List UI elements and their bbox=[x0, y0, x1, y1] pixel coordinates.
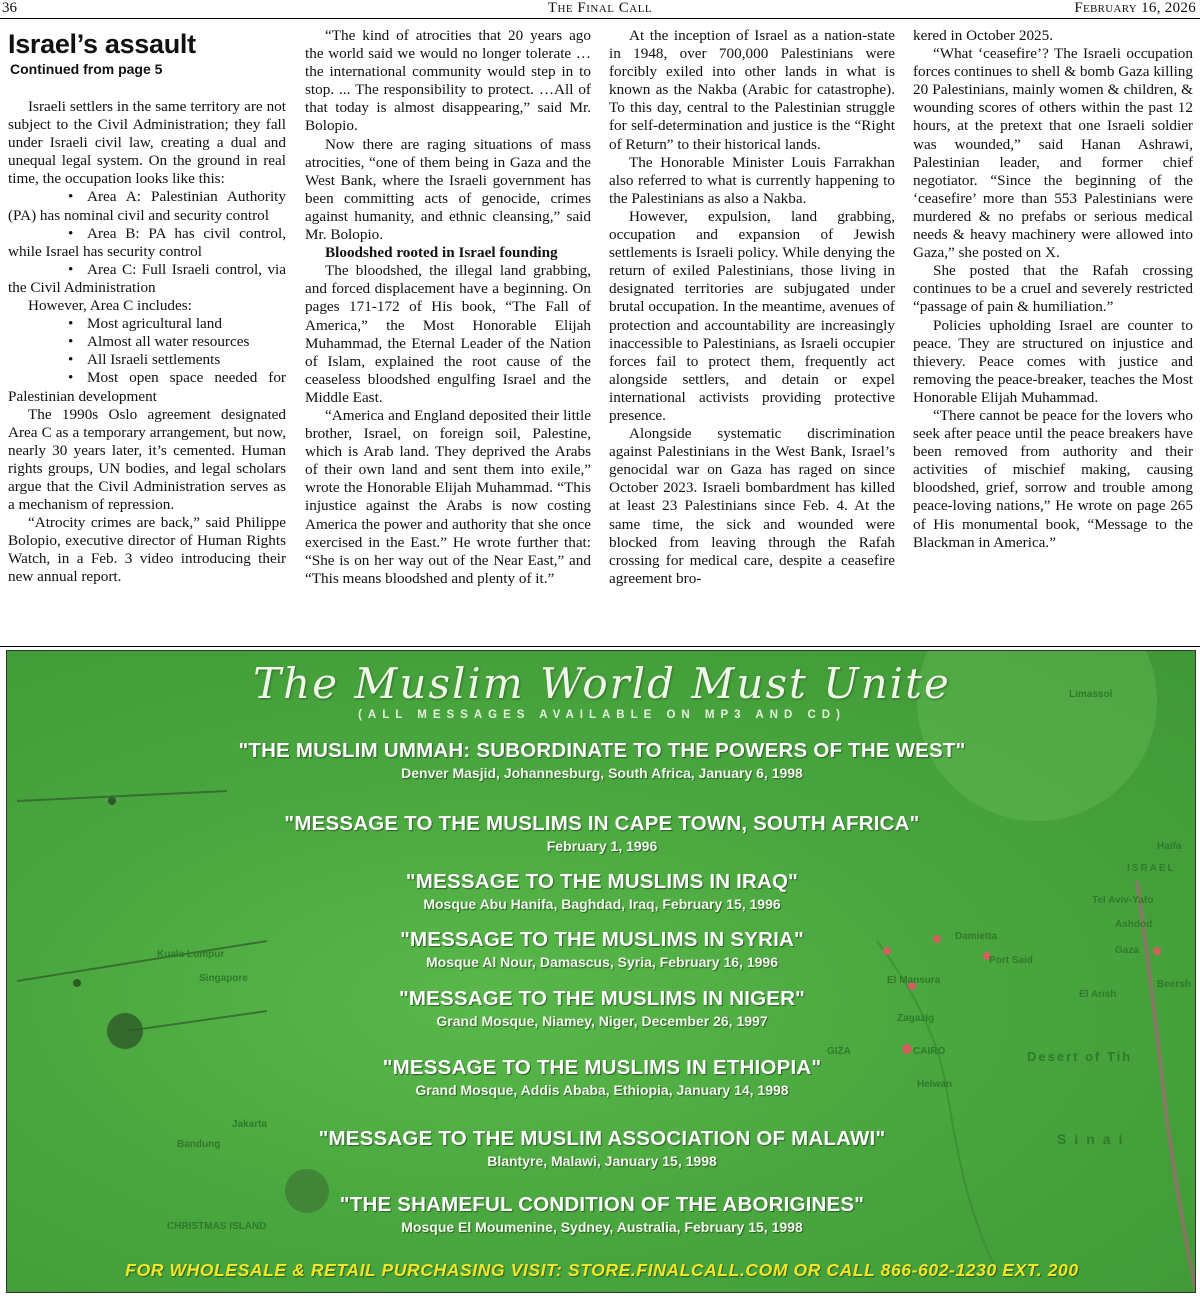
map-label: Limassol bbox=[1069, 689, 1113, 700]
list-item: • Almost all water resources bbox=[8, 333, 286, 351]
map-label: El Mansura bbox=[887, 975, 941, 986]
message-detail: Grand Mosque, Addis Ababa, Ethiopia, January 14, 1998 bbox=[415, 1082, 789, 1098]
message-title: "MESSAGE TO THE MUSLIMS IN IRAQ" bbox=[405, 870, 799, 893]
map-label: GIZA bbox=[827, 1046, 851, 1057]
map-label: El Arish bbox=[1079, 989, 1117, 1000]
paragraph: kered in October 2025. bbox=[913, 27, 1054, 44]
map-label: ISRAEL bbox=[1127, 863, 1176, 874]
message-detail: February 1, 1996 bbox=[546, 838, 658, 854]
map-label: Kuala Lumpur bbox=[157, 949, 225, 960]
issue-date: February 16, 2026 bbox=[1074, 0, 1196, 16]
map-label: Ashdod bbox=[1115, 919, 1153, 930]
map-label: Beersh bbox=[1157, 979, 1191, 990]
bullet: • bbox=[68, 315, 74, 333]
publication-name: The Final Call bbox=[547, 0, 653, 16]
ad-message bbox=[7, 928, 1196, 972]
paragraph: However, Area C includes: bbox=[28, 297, 192, 315]
message-detail: Mosque Al Nour, Damascus, Syria, February 16, 1996 bbox=[426, 954, 778, 970]
paragraph: At the inception of Israel as a nation-state in 1948, over 700,000 Palestinians were forcibly exiled into other lands in what is known as the Nakba (Arabic for catastrophe). To this day, central to the Palestinian struggle for self-determination and justice is the “Right of Return” to their historical lands. bbox=[609, 27, 895, 153]
article-column-2 bbox=[305, 27, 591, 645]
list-item: • Most open space needed for Palestinian development bbox=[8, 369, 286, 405]
paragraph: She posted that the Rafah crossing continues to be a cruel and severely restricted “passage of pain & humiliation.” bbox=[913, 262, 1193, 316]
paragraph: The 1990s Oslo agreement designated Area C as a temporary arrangement, but now, nearly 30 years later, it’s cemented. Human rights groups, UN bodies, and legal scholars argue that the Civil Administration serves as a mechanism of repression. bbox=[8, 405, 286, 514]
message-title: "MESSAGE TO THE MUSLIMS IN NIGER" bbox=[398, 987, 806, 1010]
list-item: • Most agricultural land bbox=[8, 315, 286, 333]
paragraph: Alongside systematic discrimination against Palestinians in the West Bank, Israel’s genocidal war on Gaza has raged on since October 2023. Israeli bombardment has killed at least 23 Palestinians since Feb. 4. At the same time, the sick and wounded were blocked from leaving through the Rafah crossing for medical care, despite a ceasefire agreement bro- bbox=[609, 425, 895, 587]
map-city-dot bbox=[902, 1044, 912, 1054]
map-label: Jakarta bbox=[232, 1119, 268, 1130]
article-column-1 bbox=[8, 27, 286, 645]
map-route-line bbox=[17, 791, 227, 801]
ad-title: The Muslim World Must Unite bbox=[253, 659, 951, 708]
ad-message bbox=[7, 1193, 1196, 1237]
map-label: Zagazig bbox=[897, 1013, 935, 1024]
ad-message bbox=[7, 1056, 1196, 1100]
paragraph: Israeli settlers in the same territory are not subject to the Civil Administration; they fall under Israeli civil law, creating a dual and unequal legal system. On the ground in real time, the occupation looks like this: bbox=[8, 98, 286, 188]
masthead bbox=[0, 0, 1200, 19]
map-label: Port Said bbox=[989, 955, 1033, 966]
article-headline: Israel’s assault bbox=[8, 29, 196, 59]
map-label: CAIRO bbox=[913, 1046, 946, 1057]
message-detail: Blantyre, Malawi, January 15, 1998 bbox=[487, 1153, 717, 1169]
paragraph: Policies upholding Israel are counter to peace. They are structured on injustice and thievery. Peace comes with justice and removing the peace-breaker, teaches the Most Honorable Elijah Muhammad. bbox=[913, 316, 1193, 406]
paragraph: “Atrocity crimes are back,” said Philippe Bolopio, executive director of Human Rights Watch, in a Feb. 3 video introducing their new annual report. bbox=[8, 514, 286, 586]
advertisement bbox=[6, 650, 1196, 1293]
message-title: "MESSAGE TO THE MUSLIMS IN CAPE TOWN, SOUTH AFRICA" bbox=[284, 812, 920, 835]
page-number: 36 bbox=[2, 0, 17, 16]
message-detail: Denver Masjid, Johannesburg, South Africa, January 6, 1998 bbox=[401, 765, 803, 781]
message-detail: Grand Mosque, Niamey, Niger, December 26, 1997 bbox=[436, 1013, 768, 1029]
map-label: Haifa bbox=[1157, 841, 1182, 852]
ad-message bbox=[7, 870, 1196, 914]
map-label: Sinai bbox=[1057, 1131, 1131, 1147]
ad-message bbox=[7, 987, 1196, 1031]
bullet: • bbox=[68, 333, 74, 351]
paragraph: “America and England deposited their little brother, Israel, on foreign soil, Palestine, which is Arab land. They deprived the Arabs of their own land and sent them into exile,” wrote the Honorable Elijah Muhammad. “This injustice against the Arabs is now costing America the power and authority that she once exercised in the East.” He wrote further that: “She is on her way out of the Near East,” and “This means bloodshed and plenty of it.” bbox=[305, 406, 591, 587]
ad-message bbox=[7, 1127, 1196, 1171]
bullet: • bbox=[68, 224, 74, 242]
paragraph: “There cannot be peace for the lovers who seek after peace until the peace breakers have been removed from authority and their activities of mischief making, causing bloodshed, grief, sorrow and trouble among peace-loving nations,” He wrote on page 265 of His monumental book, “Message to the Blackman in America.” bbox=[913, 406, 1193, 551]
message-detail: Mosque El Moumenine, Sydney, Australia, February 15, 1998 bbox=[401, 1219, 803, 1235]
paragraph: The Honorable Minister Louis Farrakhan also referred to what is currently happening to the Palestinians as also a Nakba. bbox=[609, 153, 895, 207]
paragraph: The bloodshed, the illegal land grabbing, and forced displacement have a beginning. On pages 171-172 of His book, “The Fall of America,” the Most Honorable Elijah Muhammad, the Eternal Leader of the Nation of Islam, explained the root cause of the ceaseless bloodshed engulfing Israel and the Middle East. bbox=[305, 262, 591, 406]
map-label: Bandung bbox=[177, 1139, 221, 1150]
list-item: • Area C: Full Israeli control, via the Civil Administration bbox=[8, 260, 286, 296]
continued-from-label: Continued from page 5 bbox=[10, 61, 163, 77]
article-column-3 bbox=[609, 27, 895, 645]
bullet: • bbox=[68, 188, 74, 206]
list-item: • Area A: Palestinian Authority (PA) has nominal civil and security control bbox=[8, 188, 286, 224]
message-title: "MESSAGE TO THE MUSLIM ASSOCIATION OF MALAWI" bbox=[318, 1127, 886, 1150]
paragraph: Now there are raging situations of mass atrocities, “one of them being in Gaza and the West Bank, where the Israeli government has been committing acts of genocide, crimes against humanity, and ethnic cleansing,” said Mr. Bolopio. bbox=[305, 135, 591, 244]
bullet: • bbox=[68, 351, 74, 369]
message-title: "THE SHAMEFUL CONDITION OF THE ABORIGINES" bbox=[339, 1193, 865, 1216]
map-label: CHRISTMAS ISLAND bbox=[167, 1221, 267, 1232]
map-label: Gaza bbox=[1115, 945, 1139, 956]
map-marker bbox=[73, 979, 81, 987]
bullet: • bbox=[68, 260, 74, 278]
message-detail: Mosque Abu Hanifa, Baghdad, Iraq, February 15, 1996 bbox=[423, 896, 781, 912]
map-label: Damietta bbox=[955, 931, 998, 942]
bullet: • bbox=[68, 369, 74, 387]
map-label: Helwan bbox=[917, 1079, 953, 1090]
paragraph: “What ‘ceasefire’? The Israeli occupation forces continues to shell & bomb Gaza killing 20 Palestinians, mainly women & children, & wounding scores of others within the past 12 hours, at the pretext that one Israeli soldier was wounded,” said Hanan Ashrawi, Palestinian leader, and former chief negotiator. “Since the beginning of the ‘ceasefire’ more than 553 Palestinians were murdered & no prefabs or serious medical needs & heavy machinery were allowed into Gaza,” she posted on X. bbox=[913, 45, 1193, 262]
ad-message bbox=[7, 739, 1196, 783]
paragraph: “The kind of atrocities that 20 years ago the world said we would no longer tolerate … the international community would step in to stop. ... The responsibility to protect. …All of that today is almost disappearing,” said Mr. Bolopio. bbox=[305, 27, 591, 135]
message-title: "THE MUSLIM UMMAH: SUBORDINATE TO THE POWERS OF THE WEST" bbox=[238, 739, 966, 762]
paragraph: However, expulsion, land grabbing, occupation and expansion of Jewish settlements is Israeli policy. While denying the return of exiled Palestinians, those living in designated territories are subjugated under brutal occupation. In the meantime, avenues of protection and accountability are increasingly inaccessible to Palestinians, as Israeli occupier forces fail to protect them, frequently act alongside settlers, and detain or expel international activists providing protective presence. bbox=[609, 207, 895, 424]
map-label: Singapore bbox=[199, 973, 248, 984]
article-column-4 bbox=[913, 27, 1193, 645]
ad-message bbox=[7, 812, 1196, 856]
map-label: Desert of Tih bbox=[1027, 1049, 1133, 1064]
message-title: "MESSAGE TO THE MUSLIMS IN SYRIA" bbox=[400, 928, 804, 951]
ad-subtitle: (ALL MESSAGES AVAILABLE ON MP3 AND CD) bbox=[358, 709, 846, 721]
ad-purchase-footer: FOR WHOLESALE & RETAIL PURCHASING VISIT: STORE.FINALCALL.COM OR CALL 866-602-1230 EXT. 200 bbox=[125, 1260, 1079, 1280]
list-item: • Area B: PA has civil control, while Israel has security control bbox=[8, 224, 286, 260]
list-item: • All Israeli settlements bbox=[8, 351, 286, 369]
message-title: "MESSAGE TO THE MUSLIMS IN ETHIOPIA" bbox=[382, 1056, 822, 1079]
map-marker bbox=[108, 797, 116, 805]
map-label: Tel Aviv-Yafo bbox=[1092, 895, 1154, 906]
subhead: Bloodshed rooted in Israel founding bbox=[325, 244, 558, 262]
section-divider bbox=[0, 646, 1200, 647]
